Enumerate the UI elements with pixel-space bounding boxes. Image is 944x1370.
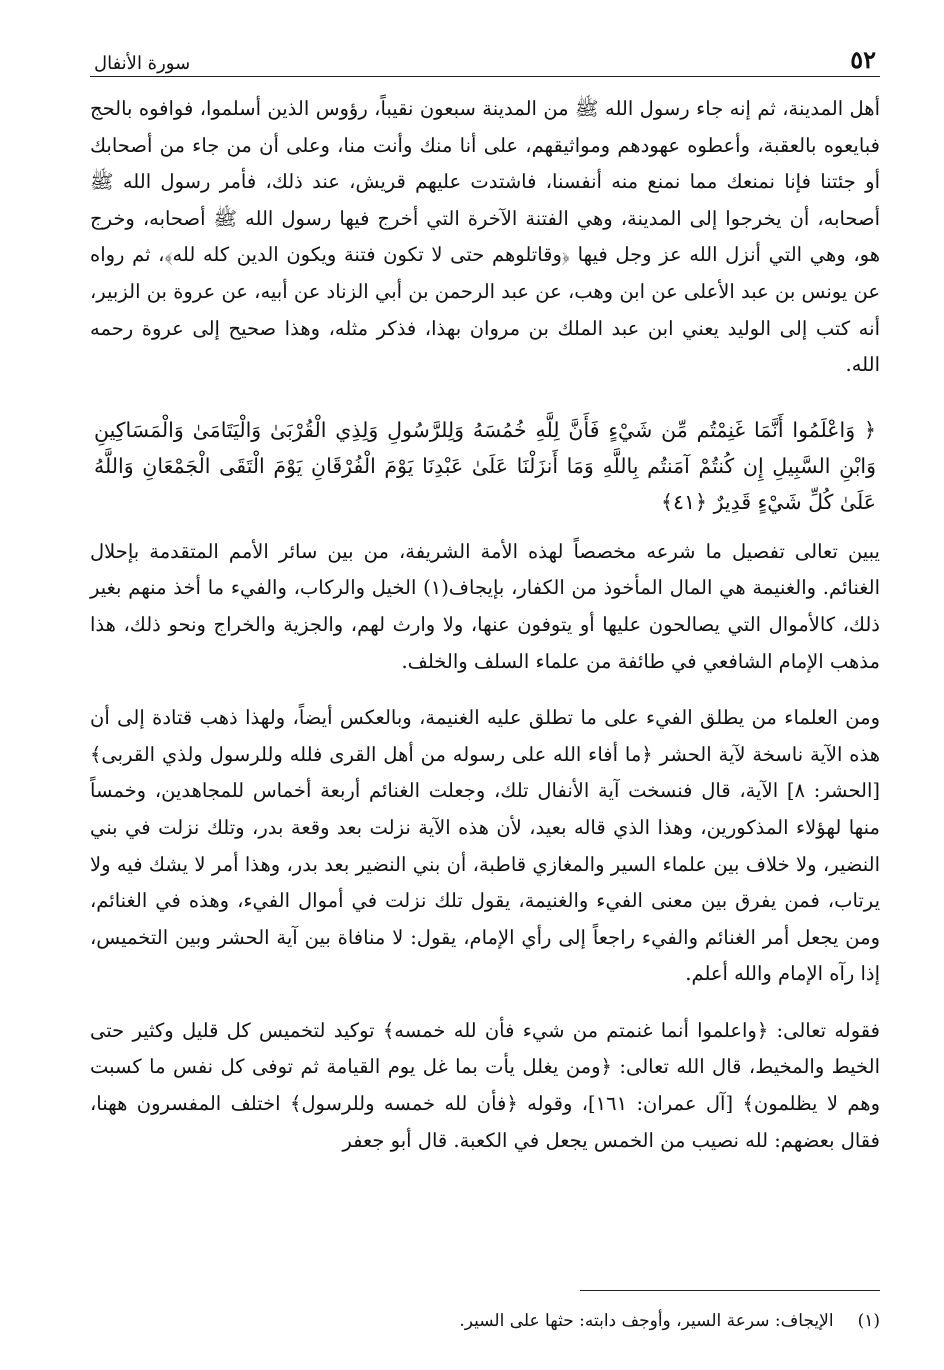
running-header <box>90 40 880 77</box>
paragraph-fay-discussion: ومن العلماء من يطلق الفيء على ما تطلق عليه الغنيمة، وبالعكس أيضاً، ولهذا ذهب قتادة إلى أن هذه الآية ناسخة لآية الحشر ﴿ما أفاء الله على رسوله من أهل القرى فلله وللرسول ولذي القربى﴾ [الحشر: ٨] الآية، قال فنسخت آية الأنفال تلك، وجعلت الغنائم أربعة أخماس للمجاهدين، وخمساً منها لهؤلاء المذكورين، وهذا الذي قاله بعيد، لأن هذه الآية نزلت بعد وقعة بدر، وتلك نزلت في بني النضير، ولا خلاف بين علماء السير والمغازي قاطبة، أن بني النضير بعد بدر، وهذا أمر لا يشك فيه ولا يرتاب، فمن يفرق بين معنى الفيء والغنيمة، يقول تلك نزلت في أموال الفيء، وهذه في الغنائم، ومن يجعل أمر الغنائم والفيء راجعاً إلى رأي الإمام، يقول: لا منافاة بين آية الحشر وبين التخميس، إذا رآه الإمام والله أعلم. <box>90 706 881 986</box>
page-body <box>90 91 880 1159</box>
surah-title: سورة الأنفال <box>94 53 191 74</box>
paragraph-khums-commentary: فقوله تعالى: ﴿واعلموا أنما غنمتم من شيء فأن لله خمسه﴾ توكيد لتخميس كل قليل وكثير حتى الخيط والمخيط، قال الله تعالى: ﴿ومن يغلل يأت بما غل يوم القيامة ثم توفى كل نفس ما كسبت وهم لا يظلمون﴾ [آل عمران: ١٦١]، وقوله ﴿فأن لله خمسه وللرسول﴾ اختلف المفسرون ههنا، فقال بعضهم: لله نصيب من الخمس يجعل في الكعبة. قال أبو جعفر <box>90 1018 881 1152</box>
paragraph-ghanima-definition: يبين تعالى تفصيل ما شرعه مخصصاً لهذه الأمة الشريفة، من بين سائر الأمم المتقدمة بإحلال الغنائم. والغنيمة هي المال المأخوذ من الكفار، بإيجاف(١) الخيل والركاب، والفيء ما أخذ منهم بغير ذلك، كالأموال التي يصالحون عليها أو يتوفون عنها، ولا وارث لهم، والجزية والخراج ونحو ذلك، هذا مذهب الإمام الشافعي في طائفة من علماء السلف والخلف. <box>90 539 880 673</box>
quran-verse: ﴿ وَاعْلَمُوا أَنَّمَا غَنِمْتُم مِّن شَيْءٍ فَأَنَّ لِلَّهِ خُمُسَهُ وَلِلرَّسُولِ وَلِذِي الْقُرْبَىٰ وَالْيَتَامَىٰ وَالْمَسَاكِينِ وَابْنِ السَّبِيلِ إِن كُنتُمْ آمَنتُم بِاللَّهِ وَمَا أَنزَلْنَا عَلَىٰ عَبْدِنَا يَوْمَ الْفُرْقَانِ يَوْمَ الْتَقَى الْجَمْعَانِ وَاللَّهُ عَلَىٰ كُلِّ شَيْءٍ قَدِيرٌ ﴿٤١﴾ <box>94 417 876 514</box>
footnote-number: (١) <box>857 1311 880 1331</box>
footnote-divider <box>580 1290 880 1291</box>
footnote-text: الإيجاف: سرعة السير، وأوجف دابته: حثها على السير. <box>459 1311 834 1331</box>
page-number: ٥٢ <box>850 45 876 74</box>
book-page <box>90 40 880 1340</box>
paragraph-hadith-narration: أهل المدينة، ثم إنه جاء رسول الله ﷺ من المدينة سبعون نقيباً، رؤوس الذين أسلموا، فوافوه بالحج فبايعوه بالعقبة، وأعطوه عهودهم ومواثيقهم، على أنا منك وأنت منا، وعلى أن من جاء من أصحابك أو جئتنا فإنا نمنعك مما نمنع منه أنفسنا، فاشتدت عليهم قريش، عند ذلك، فأمر رسول الله ﷺ أصحابه، أن يخرجوا إلى المدينة، وهي الفتنة الآخرة التي أخرج فيها رسول الله ﷺ أصحابه، وخرج هو، وهي التي أنزل الله عز وجل فيها ﴿وقاتلوهم حتى لا تكون فتنة ويكون الدين كله لله﴾، ثم رواه عن يونس بن عبد الأعلى عن ابن وهب، عن عبد الرحمن بن أبي الزناد عن أبيه، عن عروة بن الزبير، أنه كتب إلى الوليد يعني ابن عبد الملك بن مروان بهذا، فذكر مثله، وهذا صحيح إلى عروة رحمه الله. <box>90 97 880 377</box>
footnote <box>459 1308 880 1334</box>
